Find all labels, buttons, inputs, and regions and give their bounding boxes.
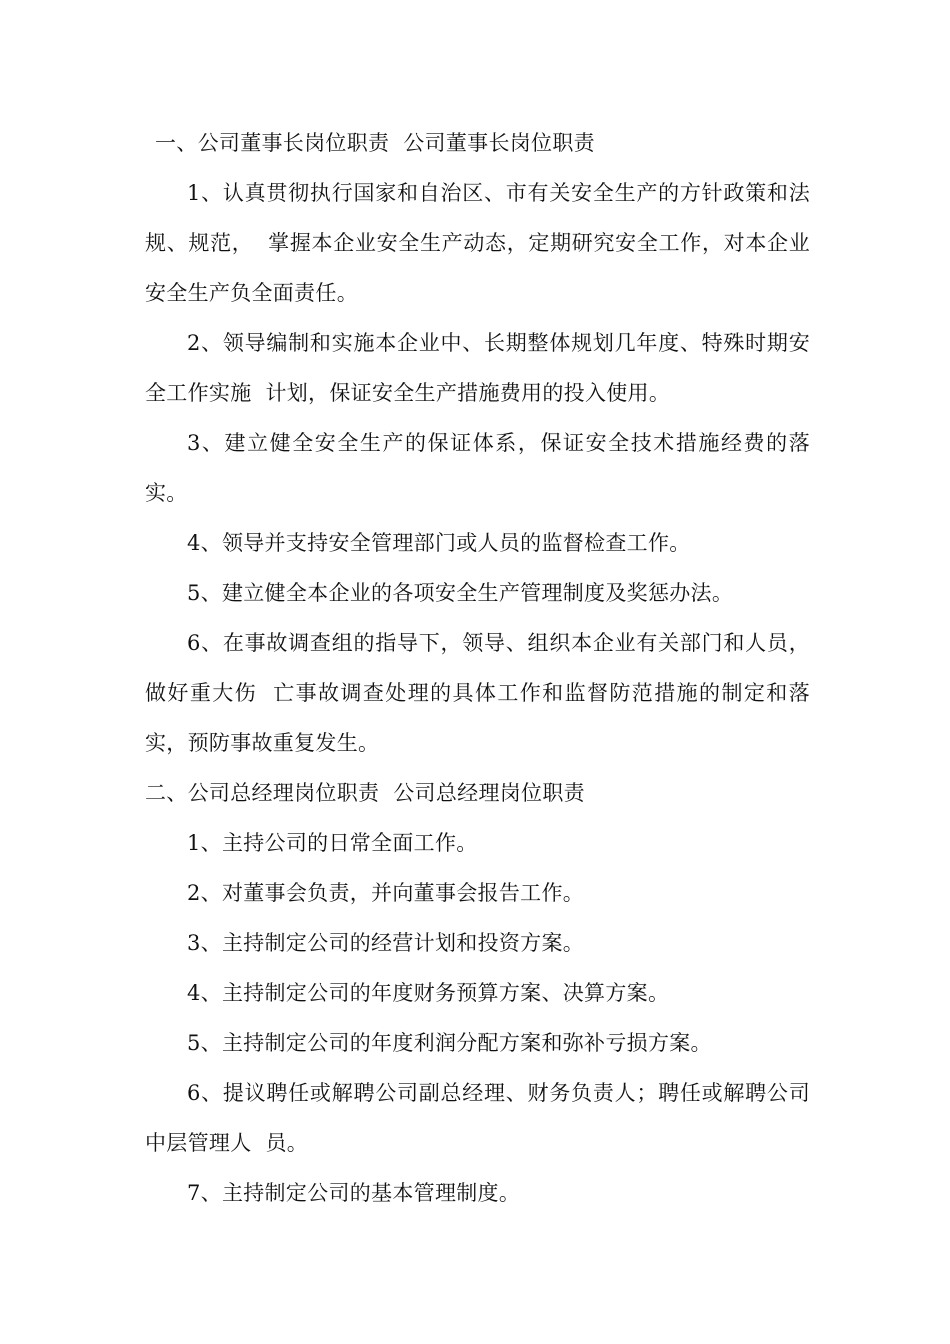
manager-duty-5: 5、主持制定公司的年度利润分配方案和弥补亏损方案。 — [187, 1031, 712, 1055]
manager-duty-1: 1、主持公司的日常全面工作。 — [187, 831, 478, 855]
manager-duty-2: 2、对董事会负责，并向董事会报告工作。 — [187, 881, 585, 905]
document-body — [145, 118, 810, 1218]
chairman-duty-4: 4、领导并支持安全管理部门或人员的监督检查工作。 — [187, 531, 691, 555]
chairman-duty-5: 5、建立健全本企业的各项安全生产管理制度及奖惩办法。 — [187, 581, 734, 605]
chairman-duty-1: 1、认真贯彻执行国家和自治区、市有关安全生产的方针政策和法规、规范， 掌握本企业安全生产动态，定期研究安全工作，对本企业安全生产负全面责任。 — [145, 181, 810, 305]
section-heading-general-manager: 二、公司总经理岗位职责 公司总经理岗位职责 — [145, 781, 585, 805]
section-heading-chairman: 一、公司董事长岗位职责 公司董事长岗位职责 — [155, 131, 595, 155]
manager-duty-3: 3、主持制定公司的经营计划和投资方案。 — [187, 931, 585, 955]
chairman-duty-6: 6、在事故调查组的指导下，领导、组织本企业有关部门和人员，做好重大伤 亡事故调查处理的具体工作和监督防范措施的制定和落实，预防事故重复发生。 — [145, 631, 810, 755]
manager-duty-6: 6、提议聘任或解聘公司副总经理、财务负责人；聘任或解聘公司中层管理人 员。 — [145, 1081, 810, 1155]
chairman-duty-2: 2、领导编制和实施本企业中、长期整体规划几年度、特殊时期安全工作实施 计划，保证安全生产措施费用的投入使用。 — [145, 331, 810, 405]
chairman-duty-3: 3、建立健全安全生产的保证体系，保证安全技术措施经费的落实。 — [145, 431, 810, 505]
manager-duty-7: 7、主持制定公司的基本管理制度。 — [187, 1181, 521, 1205]
manager-duty-4: 4、主持制定公司的年度财务预算方案、决算方案。 — [187, 981, 670, 1005]
